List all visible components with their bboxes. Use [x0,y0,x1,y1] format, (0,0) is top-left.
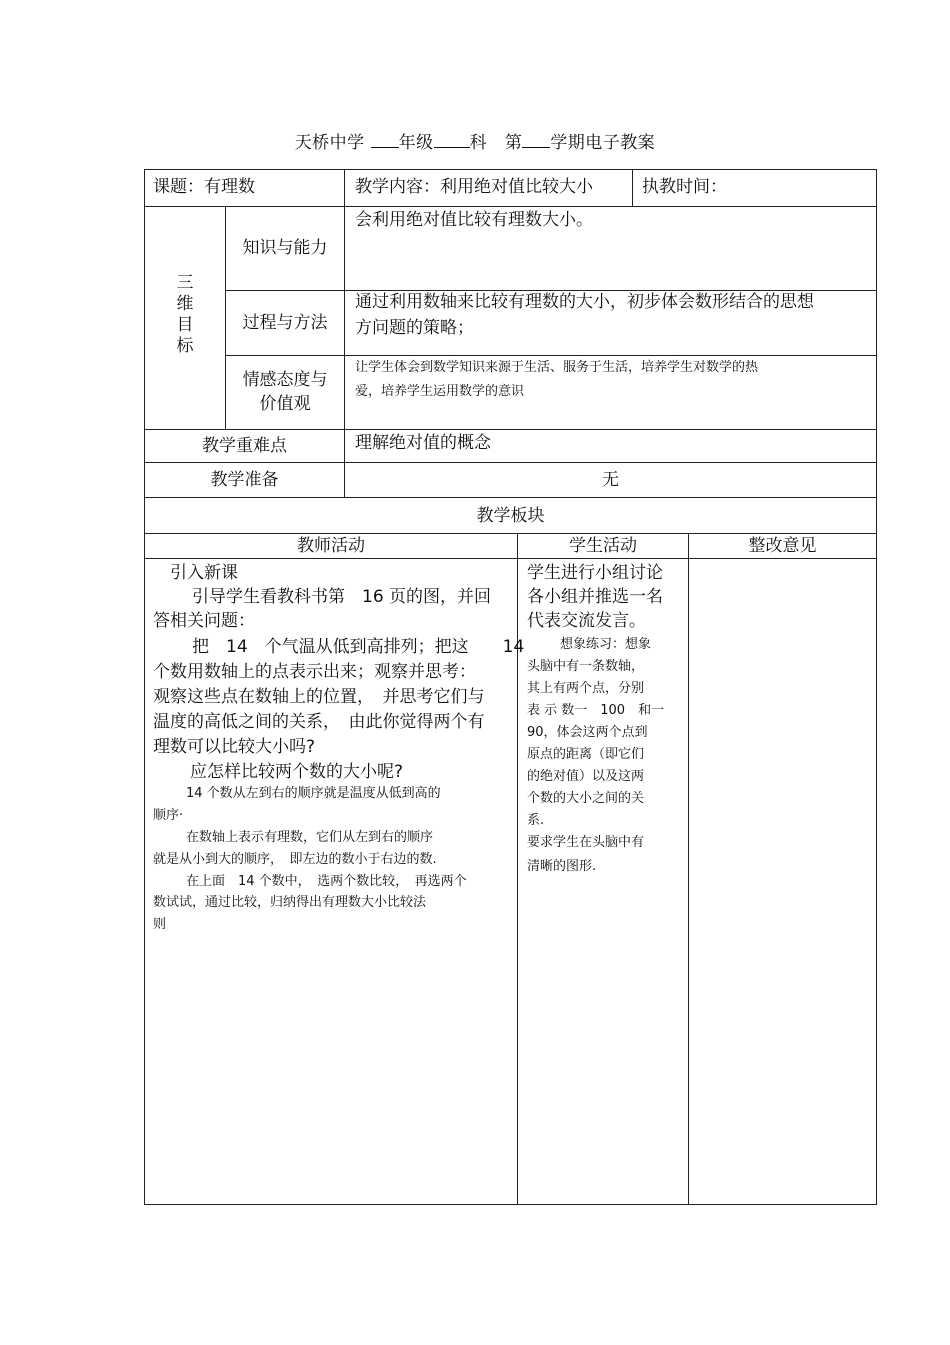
teacher-small-line: 则 [153,917,167,932]
key-points-value: 理解绝对值的概念 [355,433,491,453]
preparation-value: 无 [602,470,619,490]
teacher-small-line: 顺序· [153,808,184,823]
student-small-line: 90，体会这两个点到 [527,725,648,740]
grade-label: 年级 [398,133,434,153]
revision-header: 整改意见 [748,536,817,556]
student-small-line: 表 示 数一 100 和一 [527,703,665,718]
teacher-line: 引导学生看教科书第 16 页的图，并回 [192,587,492,607]
emotion-label: 情感态度与 价值观 [242,370,328,414]
teacher-line: 个数用数轴上的点表示出来；观察并思考： [153,662,476,682]
section-title: 教学板块 [476,506,545,526]
student-small-line: 想象练习：想象 [560,637,652,652]
revision-body-cell [688,558,877,1205]
student-line: 代表交流发言。 [527,611,646,631]
teacher-line: 理数可以比较大小吗? [153,737,316,757]
teacher-small-line: 14 个数从左到右的顺序就是温度从低到高的 [186,786,441,801]
student-line: 学生进行小组讨论 [527,563,663,583]
process-label: 过程与方法 [242,313,328,333]
preparation-label: 教学准备 [210,470,279,490]
student-small-line: 原点的距离（即它们 [527,747,645,762]
school-name: 天桥中学 [294,133,365,153]
student-line: 各小组并推选一名 [527,587,663,607]
term-blank [522,129,550,148]
teacher-line: 观察这些点在数轴上的位置， 并思考它们与 [153,687,485,707]
knowledge-text: 会利用绝对值比较有理数大小。 [355,210,593,230]
key-points-label: 教学重难点 [202,436,287,456]
emotion-text-line2: 爱，培养学生运用数学的意识 [355,384,525,399]
student-small-line: 系. [527,813,545,828]
grade-blank [371,129,399,148]
teacher-header: 教师活动 [297,536,365,556]
student-header: 学生活动 [569,536,637,556]
teacher-small-line: 在上面 14 个数中， 选两个数比较， 再选两个 [186,874,467,889]
goals-group-label: 三 维 目 标 [176,273,194,356]
student-small-line: 头脑中有一条数轴， [527,659,645,674]
teacher-line: 把 14 个气温从低到高排列；把这 14 [192,637,525,657]
process-text-line1: 通过利用数轴来比较有理数的大小，初步体会数形结合的思想 [355,292,814,312]
subject-blank [434,129,470,148]
teacher-small-line: 数试试，通过比较，归纳得出有理数大小比较法 [153,895,427,910]
teacher-small-line: 就是从小到大的顺序， 即左边的数小于右边的数. [153,852,437,867]
term-prefix: 第 [504,133,523,153]
student-small-line: 的绝对值）以及这两 [527,769,645,784]
student-small-line: 个数的大小之间的关 [527,791,645,806]
term-suffix: 学期电子教案 [550,133,656,153]
student-small-line: 要求学生在头脑中有 [527,835,645,850]
teacher-small-line: 在数轴上表示有理数，它们从左到右的顺序 [186,830,434,845]
teacher-line: 引入新课 [170,563,238,583]
time-text: 执教时间： [642,177,727,197]
page-title [0,129,950,155]
process-text-line2: 方问题的策略； [355,318,474,338]
knowledge-label: 知识与能力 [242,238,328,258]
teacher-line: 答相关问题： [153,611,255,631]
subject-label: 科 [469,133,488,153]
emotion-text-line1: 让学生体会到数学知识来源于生活、服务于生活，培养学生对数学的热 [355,360,759,375]
teacher-line: 温度的高低之间的关系， 由此你觉得两个有 [153,712,485,732]
student-small-line: 其上有两个点，分别 [527,681,645,696]
teacher-line: 应怎样比较两个数的大小呢? [190,762,404,782]
content-text: 教学内容：利用绝对值比较大小 [355,177,593,197]
topic-text: 课题：有理数 [153,177,255,197]
student-small-line: 清晰的图形. [527,859,597,874]
